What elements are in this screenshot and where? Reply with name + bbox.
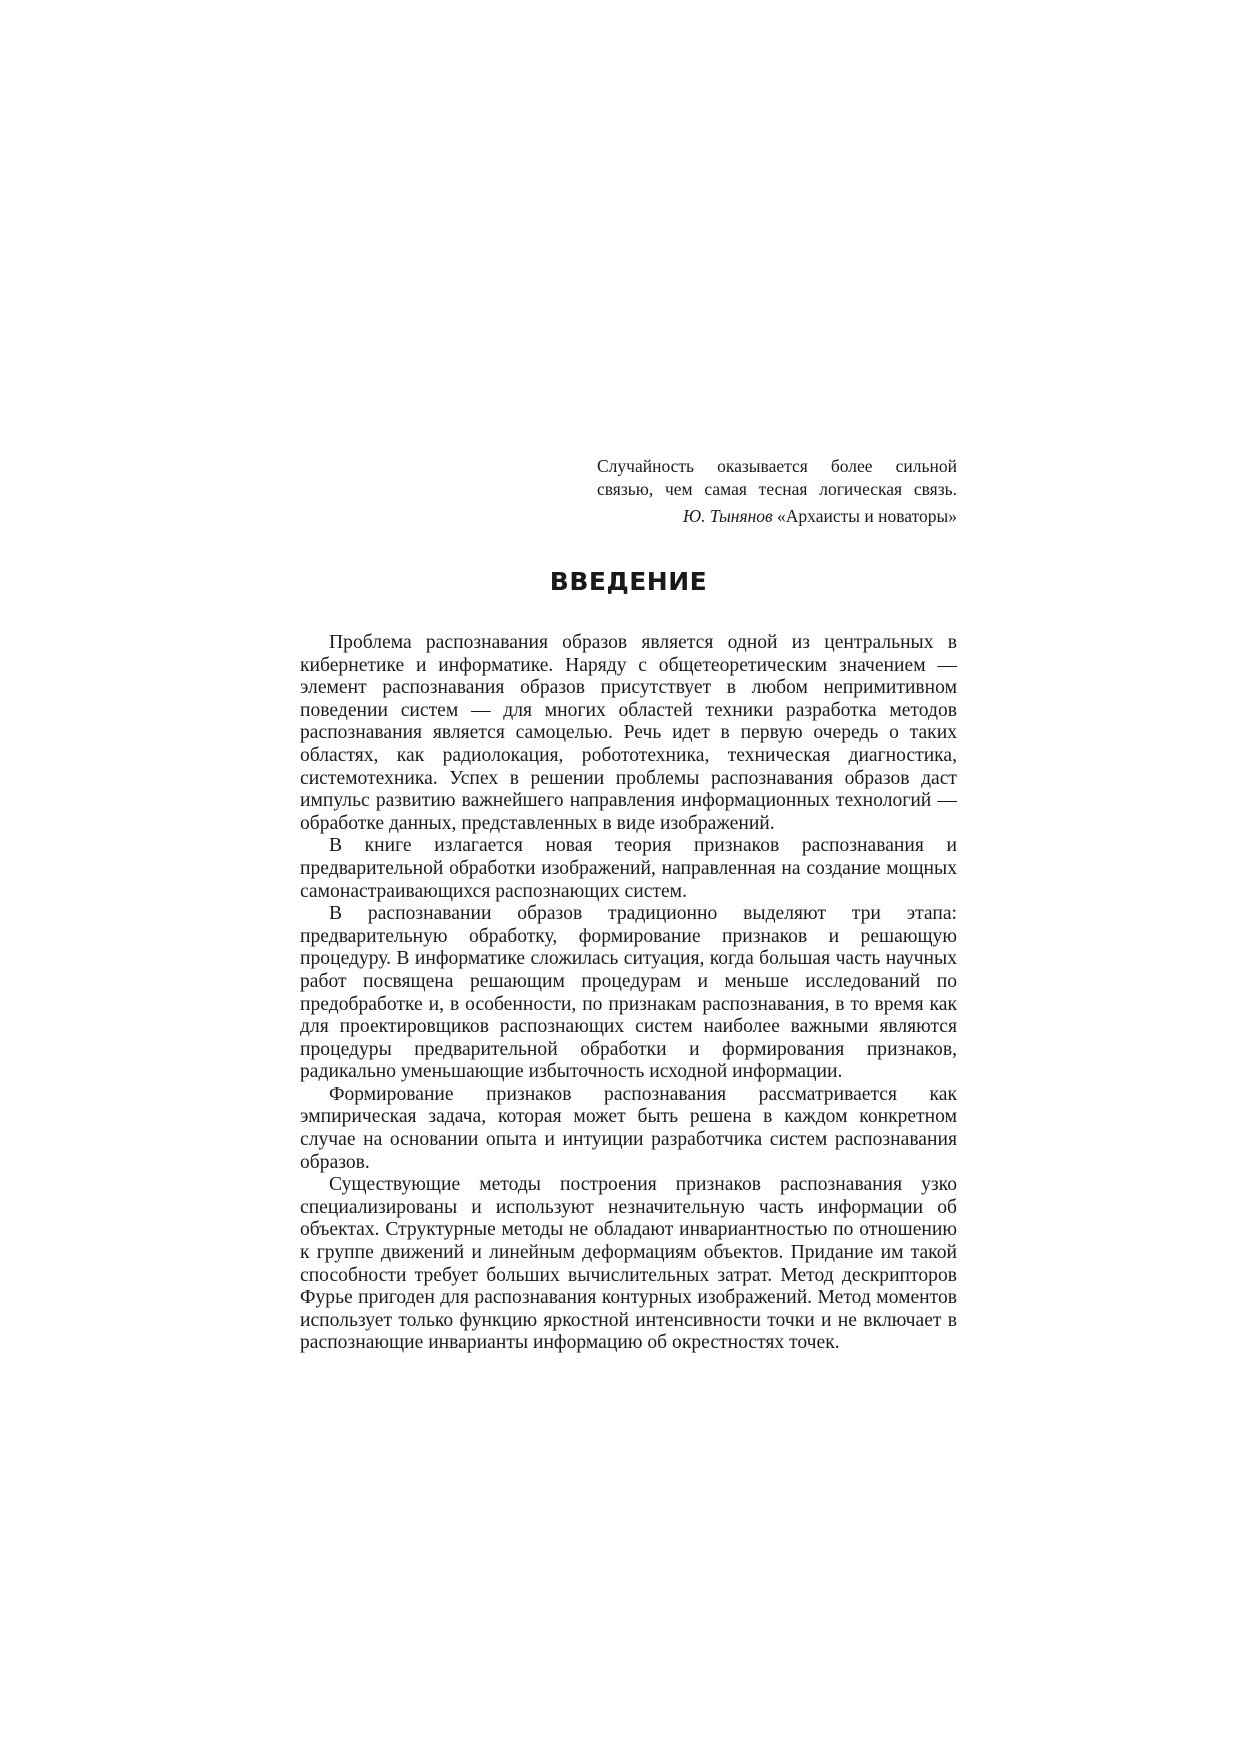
- paragraph: Проблема распознавания образов является одной из центральных в кибернетике и информатике. Наряду с общетеоретическим значением — элемент распознавания образов присутствует в любом непримитивном поведении систем — для многих областей техники разработка методов распознавания является самоцелью. Речь идет в первую очередь о таких областях, как радиолокация, робототехника, техническая диагностика, системотехника. Успех в решении проблемы распознавания образов даст импульс развитию важнейшего направления информационных технологий — обработке данных, представленных в виде изображений.: [300, 632, 957, 834]
- paragraph: Существующие методы построения признаков распознавания узко специализированы и используют незначительную часть информации об объектах. Структурные методы не обладают инвариантностью по отношению к группе движений и линейным деформациям объектов. Придание им такой способности требует больших вычислительных затрат. Метод дескрипторов Фурье пригоден для распознавания контурных изображений. Метод моментов использует только функцию яркостной интенсивности точки и не включает в распознающие инварианты информацию об окрестностях точек.: [300, 1174, 957, 1354]
- epigraph-quote: Случайность оказывается более сильной связью, чем самая тесная логическая связь.: [597, 456, 957, 499]
- epigraph-attribution: [597, 505, 957, 528]
- epigraph-work: «Архаисты и новаторы»: [777, 506, 957, 526]
- epigraph-author: Ю. Тынянов: [683, 506, 773, 526]
- paragraph: В книге излагается новая теория признаков распознавания и предварительной обработки изображений, направленная на создание мощных самонастраивающихся распознающих систем.: [300, 835, 957, 902]
- chapter-body: [300, 632, 957, 1355]
- chapter-heading: ВВЕДЕНИЕ: [549, 567, 708, 596]
- paragraph: В распознавании образов традиционно выделяют три этапа: предварительную обработку, формирование признаков и решающую процедуру. В информатике сложилась ситуация, когда большая часть научных работ посвящена решающим процедурам и меньше исследований по предобработке и, в особенности, по признакам распознавания, в то время как для проектировщиков распознающих систем наиболее важными являются процедуры предварительной обработки и формирования признаков, радикально уменьшающие избыточность исходной информации.: [300, 903, 957, 1083]
- paragraph: Формирование признаков распознавания рассматривается как эмпирическая задача, которая может быть решена в каждом конкретном случае на основании опыта и интуиции разработчика систем распознавания образов.: [300, 1083, 957, 1173]
- epigraph: [597, 455, 957, 528]
